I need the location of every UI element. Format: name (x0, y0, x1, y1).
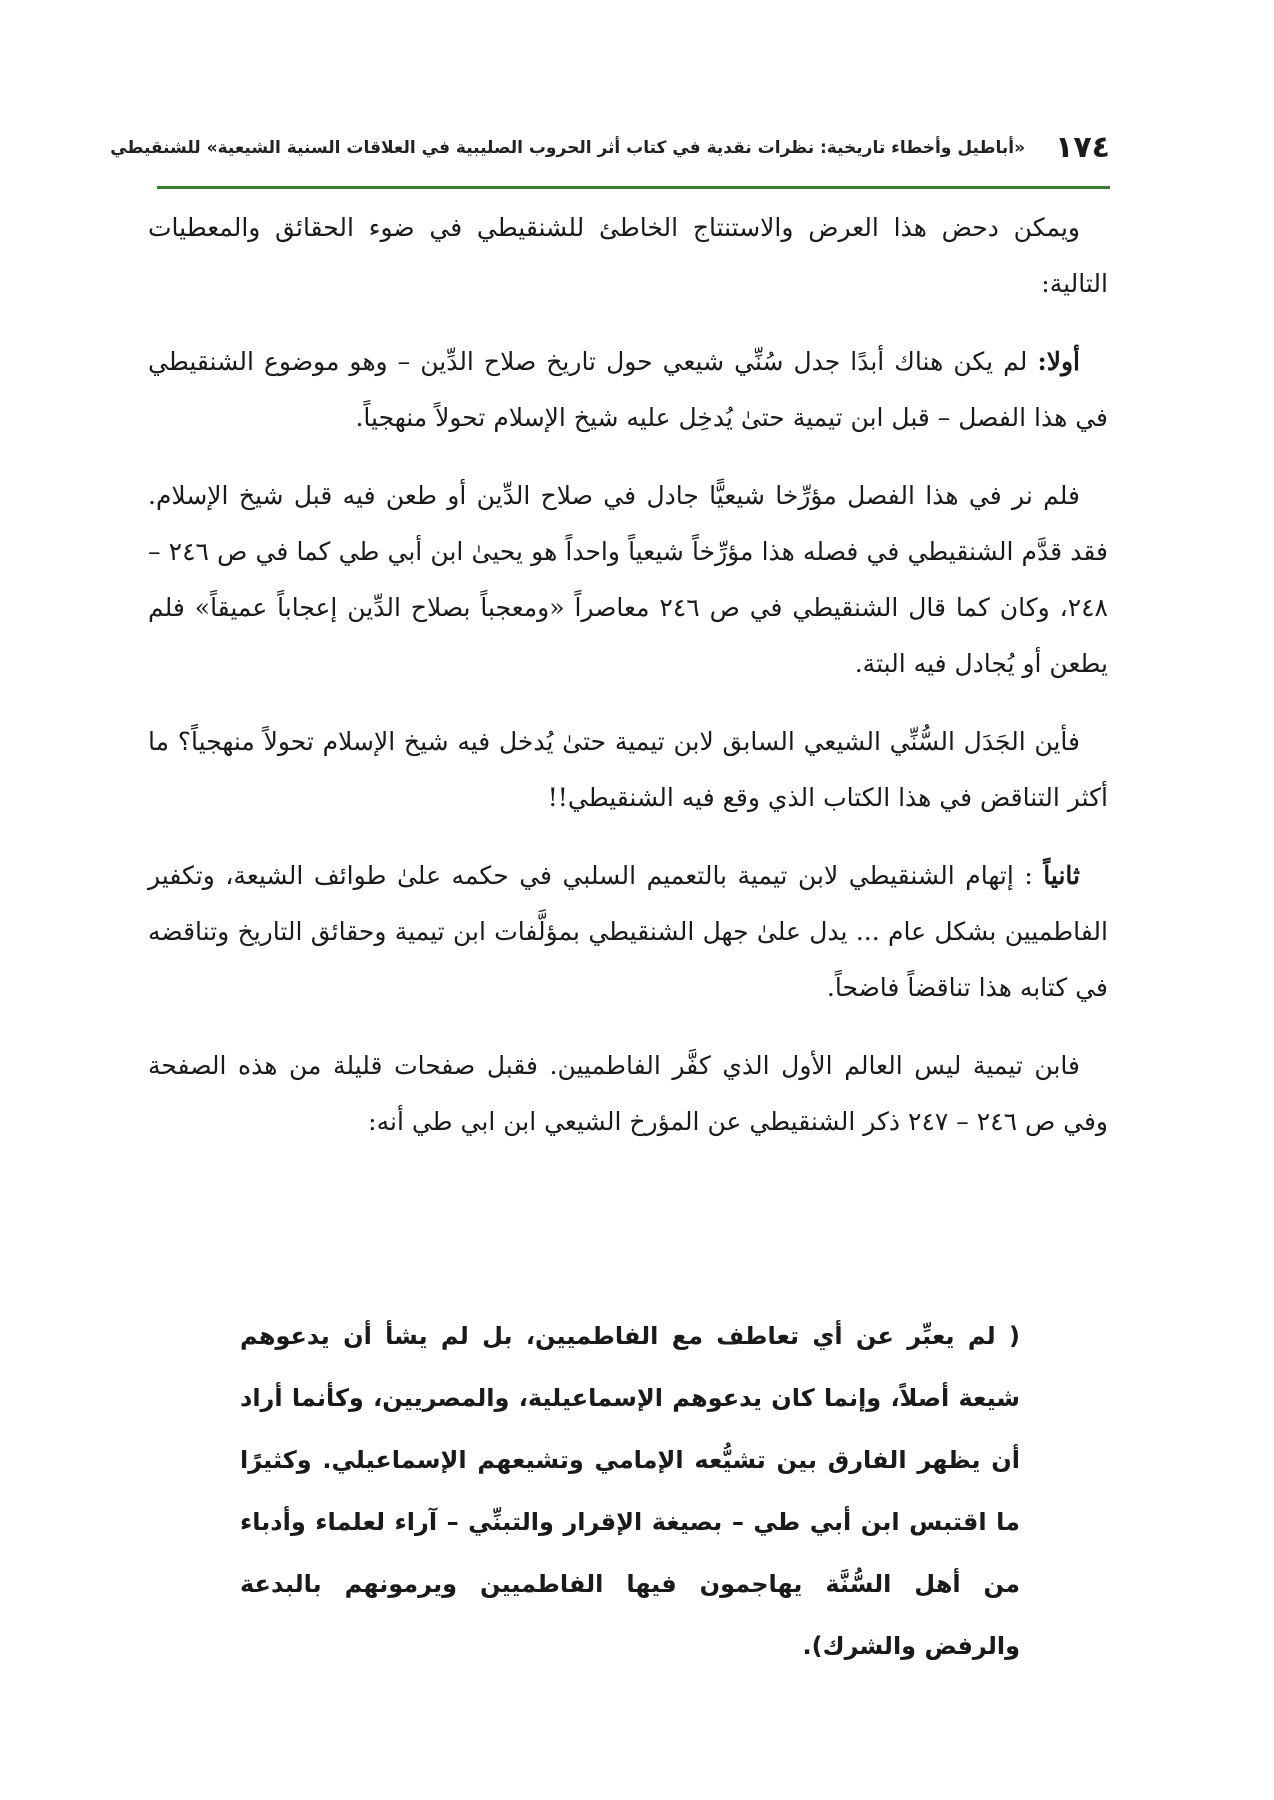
paragraph-text: ويمكن دحض هذا العرض والاستنتاج الخاطئ للشنقيطي في ضوء الحقائق والمعطيات التالية: (148, 213, 1108, 298)
page-number: ١٧٤ (1055, 130, 1110, 165)
running-header (110, 128, 1110, 168)
paragraph-text: لم يكن هناك أبدًا جدل سُنِّي شيعي حول تاريخ صلاح الدِّين – وهو موضوع الشنقيطي في هذا الفصل – قبل ابن تيمية حتىٰ يُدخِل عليه شيخ الإسلام تحولاً منهجياً. (148, 347, 1108, 432)
header-rule (157, 186, 1110, 189)
paragraph-text: فابن تيمية ليس العالم الأول الذي كفَّر الفاطميين. فقبل صفحات قليلة من هذه الصفحة وفي ص ٢٤٦ – ٢٤٧ ذكر الشنقيطي عن المؤرخ الشيعي ابن ابي طي أنه: (148, 1051, 1108, 1136)
paragraph-text: فلم نر في هذا الفصل مؤرِّخا شيعيًّا جادل في صلاح الدِّين أو طعن فيه قبل شيخ الإسلام. فقد قدَّم الشنقيطي في فصله هذا مؤرِّخاً شيعياً واحداً هو يحيىٰ ابن أبي طي كما في ص ٢٤٦ – ٢٤٨، وكان كما قال الشنقيطي في ص ٢٤٦ معاصراً «ومعجباً بصلاح الدِّين إعجاباً عميقاً» فلم يطعن أو يُجادل فيه البتة. (148, 481, 1108, 678)
paragraph (148, 468, 1108, 692)
paragraph-text: : إتهام الشنقيطي لابن تيمية بالتعميم السلبي في حكمه علىٰ طوائف الشيعة، وتكفير الفاطميين بشكل عام ... يدل علىٰ جهل الشنقيطي بمؤلَّفات ابن تيمية وحقائق التاريخ وتناقضه في كتابه هذا تناقضاً فاضحاً. (148, 861, 1108, 1002)
body-text (148, 200, 1108, 1172)
block-quotation: ( لم يعبِّر عن أي تعاطف مع الفاطميين، بل لم يشأ أن يدعوهم شيعة أصلاً، وإنما كان يدعوهم الإسماعيلية، والمصريين، وكأنما أراد أن يظهر الفارق بين تشيُّعه الإمامي وتشيعهم الإسماعيلي. وكثيرًا ما اقتبس ابن أبي طي – بصيغة الإقرار والتبنِّي – آراء لعلماء وأدباء من أهل السُّنَّة يهاجمون فيها الفاطميين ويرمونهم بالبدعة والرفض والشرك). (240, 1322, 1020, 1660)
paragraph (148, 714, 1108, 826)
paragraph (148, 334, 1108, 446)
paragraph-lead: ثانياً (1043, 861, 1080, 890)
paragraph (148, 1038, 1108, 1150)
paragraph (148, 200, 1108, 312)
paragraph-lead: أولا: (1037, 347, 1080, 376)
running-title: «أباطيل وأخطاء تاريخية: نظرات نقدية في كتاب أثر الحروب الصليبية في العلاقات السنية الشيعية» للشنقيطي (110, 138, 1026, 158)
paragraph-text: فأين الجَدَل السُّنِّي الشيعي السابق لابن تيمية حتىٰ يُدخل فيه شيخ الإسلام تحولاً منهجياً؟ ما أكثر التناقض في هذا الكتاب الذي وقع فيه الشنقيطي!! (148, 727, 1108, 812)
paragraph (148, 848, 1108, 1016)
